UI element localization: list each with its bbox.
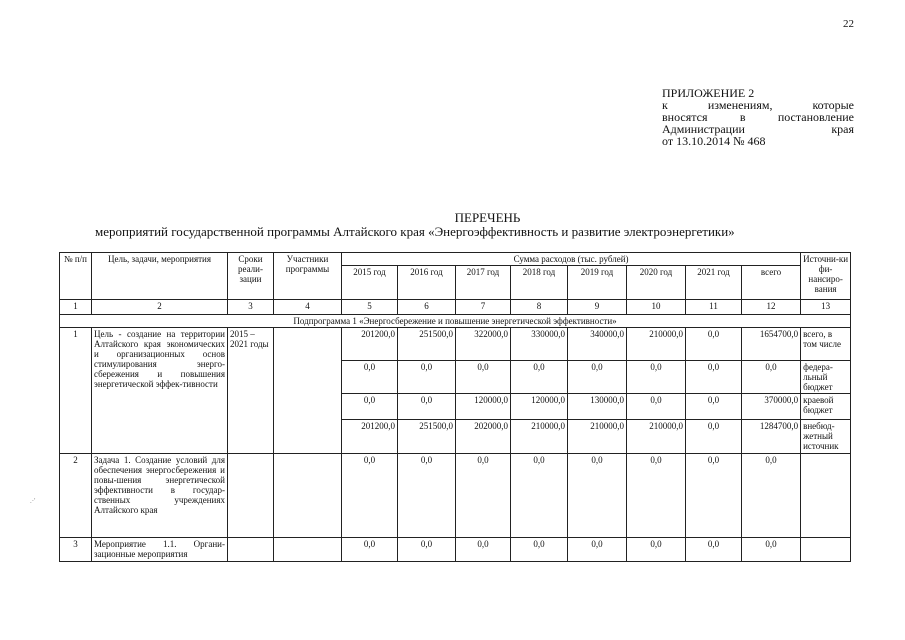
header-year: 2018 год — [511, 266, 568, 300]
header-year: 2021 год — [686, 266, 742, 300]
index-row — [60, 300, 851, 315]
row-terms — [228, 454, 274, 538]
header-year: 2015 год — [342, 266, 398, 300]
amount-cell: 0,0 — [627, 454, 686, 538]
amount-cell: 0,0 — [686, 394, 742, 420]
index-cell: 5 — [342, 300, 398, 315]
appendix-line: к изменениям, которые — [662, 98, 854, 112]
index-cell: 3 — [228, 300, 274, 315]
source-cell — [801, 454, 851, 538]
amount-cell: 0,0 — [456, 454, 511, 538]
subprogram-row — [60, 315, 851, 328]
amount-cell: 0,0 — [511, 454, 568, 538]
amount-cell: 202000,0 — [456, 420, 511, 454]
amount-cell: 322000,0 — [456, 328, 511, 361]
total-cell: 0,0 — [742, 361, 801, 394]
header-num: № п/п — [60, 253, 92, 300]
amount-cell: 0,0 — [686, 538, 742, 562]
row-num: 3 — [60, 538, 92, 562]
header-sources: Источни-ки фи-нансиро-вания — [801, 253, 851, 300]
amount-cell: 210000,0 — [627, 328, 686, 361]
table-row — [60, 454, 851, 538]
index-cell: 10 — [627, 300, 686, 315]
index-cell: 12 — [742, 300, 801, 315]
amount-cell: 0,0 — [686, 328, 742, 361]
document-subtitle: мероприятий государственной программы Алтайского края «Энергоэффективность и развитие электроэнергетики» — [95, 224, 735, 239]
index-cell: 2 — [92, 300, 228, 315]
row-participants — [274, 454, 342, 538]
row-text: Задача 1. Создание условий для обеспечения энергосбережения и повы-шения энергетической эффективности в государ-ственных учреждениях Алтайского края — [92, 454, 228, 538]
row-participants — [274, 538, 342, 562]
amount-cell: 340000,0 — [568, 328, 627, 361]
amount-cell: 0,0 — [627, 394, 686, 420]
amount-cell: 0,0 — [398, 454, 456, 538]
total-cell: 1284700,0 — [742, 420, 801, 454]
amount-cell: 0,0 — [342, 454, 398, 538]
header-goal: Цель, задачи, мероприятия — [92, 253, 228, 300]
header-participants: Участники программы — [274, 253, 342, 300]
amount-cell: 330000,0 — [511, 328, 568, 361]
table-row — [60, 538, 851, 562]
header-total: всего — [742, 266, 801, 300]
measures-table — [59, 252, 851, 562]
amount-cell: 0,0 — [456, 538, 511, 562]
row-text: Цель - создание на территории Алтайского края экономических и организационных основ стимулирования энерго-сбережения и повышения энергетической эффек-тивности — [92, 328, 228, 454]
source-cell: внебюд-жетный источник — [801, 420, 851, 454]
total-cell: 1654700,0 — [742, 328, 801, 361]
amount-cell: 130000,0 — [568, 394, 627, 420]
amount-cell: 0,0 — [686, 454, 742, 538]
appendix-block — [662, 87, 854, 147]
amount-cell: 0,0 — [627, 538, 686, 562]
amount-cell: 251500,0 — [398, 420, 456, 454]
appendix-line: вносятся в постановление — [662, 110, 854, 124]
header-sum: Сумма расходов (тыс. рублей) — [342, 253, 801, 266]
header-year: 2020 год — [627, 266, 686, 300]
amount-cell: 120000,0 — [511, 394, 568, 420]
page-number: 22 — [843, 18, 854, 30]
header-year: 2016 год — [398, 266, 456, 300]
amount-cell: 210000,0 — [568, 420, 627, 454]
subprogram-title: Подпрограмма 1 «Энергосбережение и повышение энергетической эффективности» — [60, 315, 851, 328]
total-cell: 0,0 — [742, 538, 801, 562]
amount-cell: 0,0 — [686, 361, 742, 394]
amount-cell: 0,0 — [456, 361, 511, 394]
row-num: 2 — [60, 454, 92, 538]
amount-cell: 0,0 — [398, 361, 456, 394]
row-terms: 2015 – 2021 годы — [228, 328, 274, 454]
amount-cell: 0,0 — [398, 538, 456, 562]
index-cell: 7 — [456, 300, 511, 315]
amount-cell: 251500,0 — [398, 328, 456, 361]
index-cell: 1 — [60, 300, 92, 315]
header-year: 2019 год — [568, 266, 627, 300]
amount-cell: 0,0 — [511, 361, 568, 394]
amount-cell: 0,0 — [342, 394, 398, 420]
amount-cell: 0,0 — [511, 538, 568, 562]
index-cell: 6 — [398, 300, 456, 315]
appendix-line: Администрации края — [662, 122, 854, 136]
amount-cell: 0,0 — [568, 454, 627, 538]
amount-cell: 0,0 — [686, 420, 742, 454]
row-terms — [228, 538, 274, 562]
amount-cell: 0,0 — [342, 361, 398, 394]
amount-cell: 201200,0 — [342, 328, 398, 361]
document-title: ПЕРЕЧЕНЬ — [454, 210, 521, 225]
appendix-title: ПРИЛОЖЕНИЕ 2 — [662, 86, 755, 100]
row-text: Мероприятие 1.1. Органи-зационные мероприятия — [92, 538, 228, 562]
amount-cell: 120000,0 — [456, 394, 511, 420]
total-cell: 370000,0 — [742, 394, 801, 420]
source-cell — [801, 538, 851, 562]
header-year: 2017 год — [456, 266, 511, 300]
appendix-date: от 13.10.2014 № 468 — [662, 134, 766, 148]
amount-cell: 0,0 — [342, 538, 398, 562]
amount-cell: 0,0 — [568, 538, 627, 562]
amount-cell: 0,0 — [398, 394, 456, 420]
row-num: 1 — [60, 328, 92, 454]
amount-cell: 210000,0 — [627, 420, 686, 454]
header-terms: Сроки реали-зации — [228, 253, 274, 300]
row-participants — [274, 328, 342, 454]
table-row — [60, 328, 851, 361]
amount-cell: 0,0 — [568, 361, 627, 394]
amount-cell: 201200,0 — [342, 420, 398, 454]
source-cell: всего, в том числе — [801, 328, 851, 361]
index-cell: 11 — [686, 300, 742, 315]
total-cell: 0,0 — [742, 454, 801, 538]
index-cell: 9 — [568, 300, 627, 315]
index-cell: 8 — [511, 300, 568, 315]
index-cell: 13 — [801, 300, 851, 315]
amount-cell: 0,0 — [627, 361, 686, 394]
header-row — [60, 253, 851, 266]
source-cell: краевой бюджет — [801, 394, 851, 420]
source-cell: федера-льный бюджет — [801, 361, 851, 394]
scan-mark: .·' — [30, 497, 36, 505]
amount-cell: 210000,0 — [511, 420, 568, 454]
index-cell: 4 — [274, 300, 342, 315]
